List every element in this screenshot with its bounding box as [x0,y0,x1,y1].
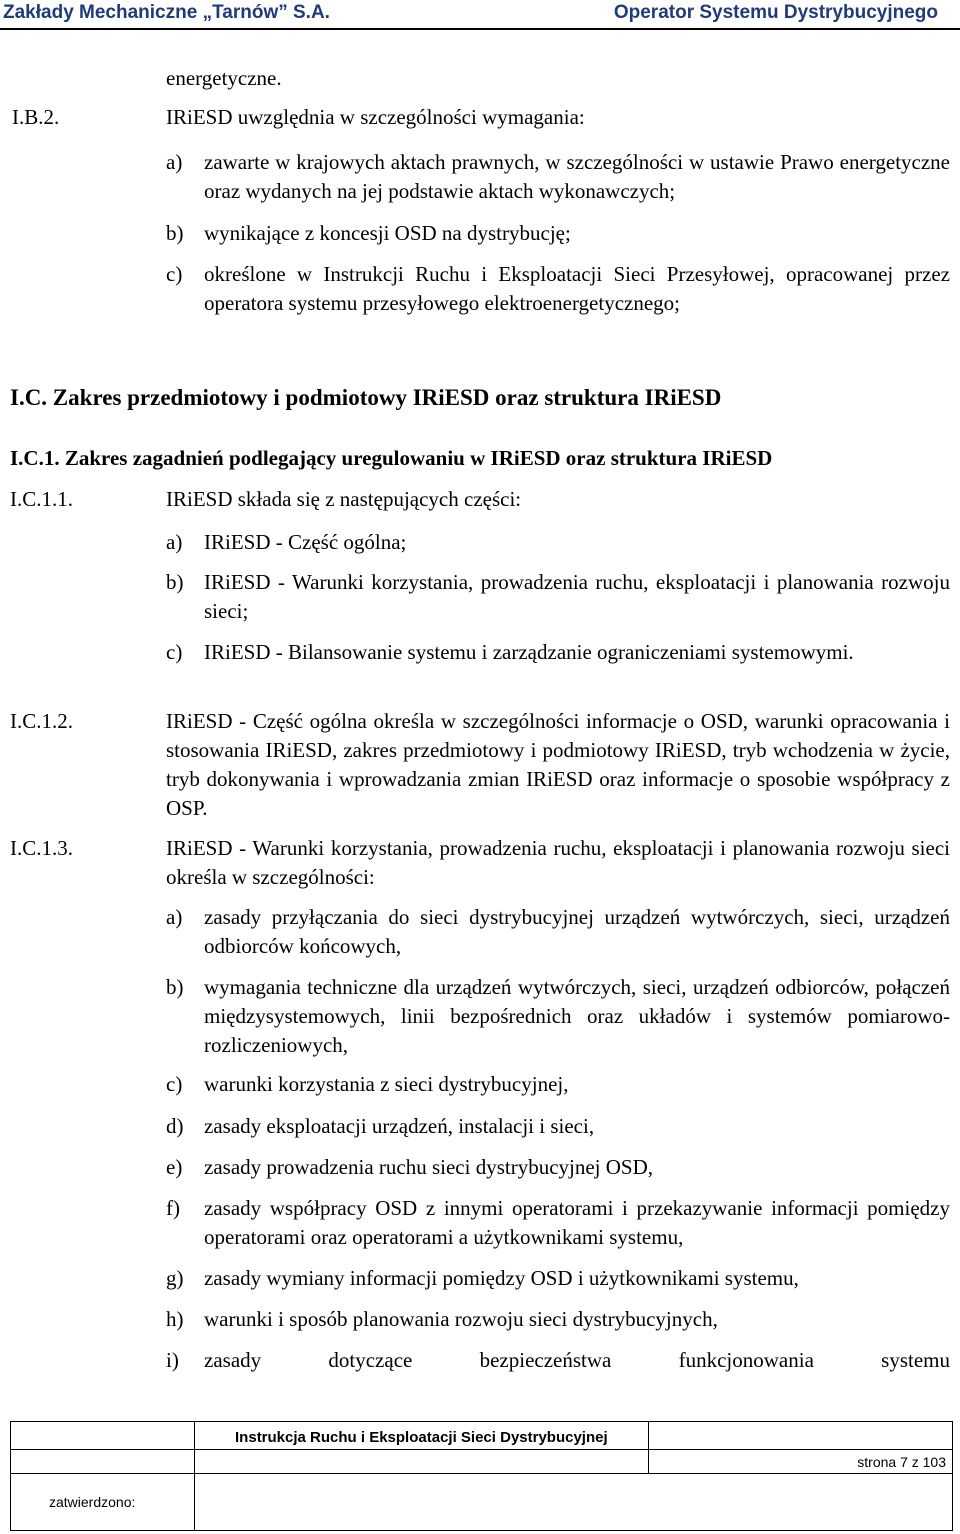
clause-number-ic12: I.C.1.2. [10,709,73,733]
clause-text-ic11: IRiESD składa się z następujących części: [166,487,522,511]
list-item: b) wynikające z koncesji OSD na dystrybucję; [166,221,571,245]
list-item: c) warunki korzystania z sieci dystrybucyjnej, [166,1072,569,1096]
list-item: i) zasady dotyczące bezpieczeństwa funkcjonowania systemu [166,1348,950,1372]
list-item: b) IRiESD - Warunki korzystania, prowadzenia ruchu, eksploatacji i planowania rozwoju sieci; [166,570,950,623]
list-item: g) zasady wymiany informacji pomiędzy OSD i użytkownikami systemu, [166,1266,799,1290]
list-item: e) zasady prowadzenia ruchu sieci dystrybucyjnej OSD, [166,1155,654,1179]
clause-number-ic13: I.C.1.3. [10,836,73,860]
approved-label: zatwierdzono: [11,1474,195,1531]
clause-text-ic12: IRiESD - Część ogólna określa w szczególności informacje o OSD, warunki opracowania i stosowania IRiESD, zakres przedmiotowy i podmiotowy IRiESD, tryb wchodzenia w życie, tryb dokonywania i wprowadzania zmian IRiESD oraz informacje o sposobie współpracy z OSP. [166,709,950,820]
header-rule [0,28,960,30]
section-heading-ic1: I.C.1. Zakres zagadnień podlegający uregulowaniu w IRiESD oraz struktura IRiESD [10,446,773,470]
list-item: a) IRiESD - Część ogólna; [166,530,407,554]
page-header [0,0,960,32]
clause-number-ib2: I.B.2. [12,105,60,129]
list-item: a) zawarte w krajowych aktach prawnych, w szczególności w ustawie Prawo energetyczne oraz wydanych na jej podstawie aktach wykonawczych; [166,150,950,203]
document-title: Instrukcja Ruchu i Eksploatacji Sieci Dystrybucyjnej [195,1422,649,1450]
list-item: c) określone w Instrukcji Ruchu i Eksploatacji Sieci Przesyłowej, opracowanej przez operatora systemu przesyłowego elektroenergetycznego; [166,262,950,315]
clause-text-ib2: IRiESD uwzględnia w szczególności wymagania: [166,105,585,129]
clause-text-ic13: IRiESD - Warunki korzystania, prowadzenia ruchu, eksploatacji i planowania rozwoju sieci określa w szczególności: [166,836,950,889]
page-number: strona 7 z 103 [648,1450,952,1474]
list-item: c) IRiESD - Bilansowanie systemu i zarządzanie ograniczeniami systemowymi. [166,640,854,664]
page-footer [10,1421,953,1531]
company-name: Zakłady Mechaniczne „Tarnów” S.A. [3,2,330,23]
list-item: a) zasady przyłączania do sieci dystrybucyjnej urządzeń wytwórczych, sieci, urządzeń odbiorców końcowych, [166,905,950,958]
list-item: h) warunki i sposób planowania rozwoju sieci dystrybucyjnych, [166,1307,718,1331]
continuation-text: energetyczne. [166,66,282,90]
list-item: f) zasady współpracy OSD z innymi operatorami i przekazywanie informacji pomiędzy operatorami oraz operatorami a użytkownikami systemu, [166,1196,950,1249]
section-heading-ic: I.C. Zakres przedmiotowy i podmiotowy IRiESD oraz struktura IRiESD [10,385,722,410]
clause-number-ic11: I.C.1.1. [10,487,73,511]
list-item: d) zasady eksploatacji urządzeń, instalacji i sieci, [166,1114,595,1138]
operator-role: Operator Systemu Dystrybucyjnego [613,2,938,23]
list-item: b) wymagania techniczne dla urządzeń wytwórczych, sieci, urządzeń odbiorców, połączeń międzysystemowych, linii bezpośrednich oraz układów i systemów pomiarowo-rozliczeniowych, [166,975,950,1057]
